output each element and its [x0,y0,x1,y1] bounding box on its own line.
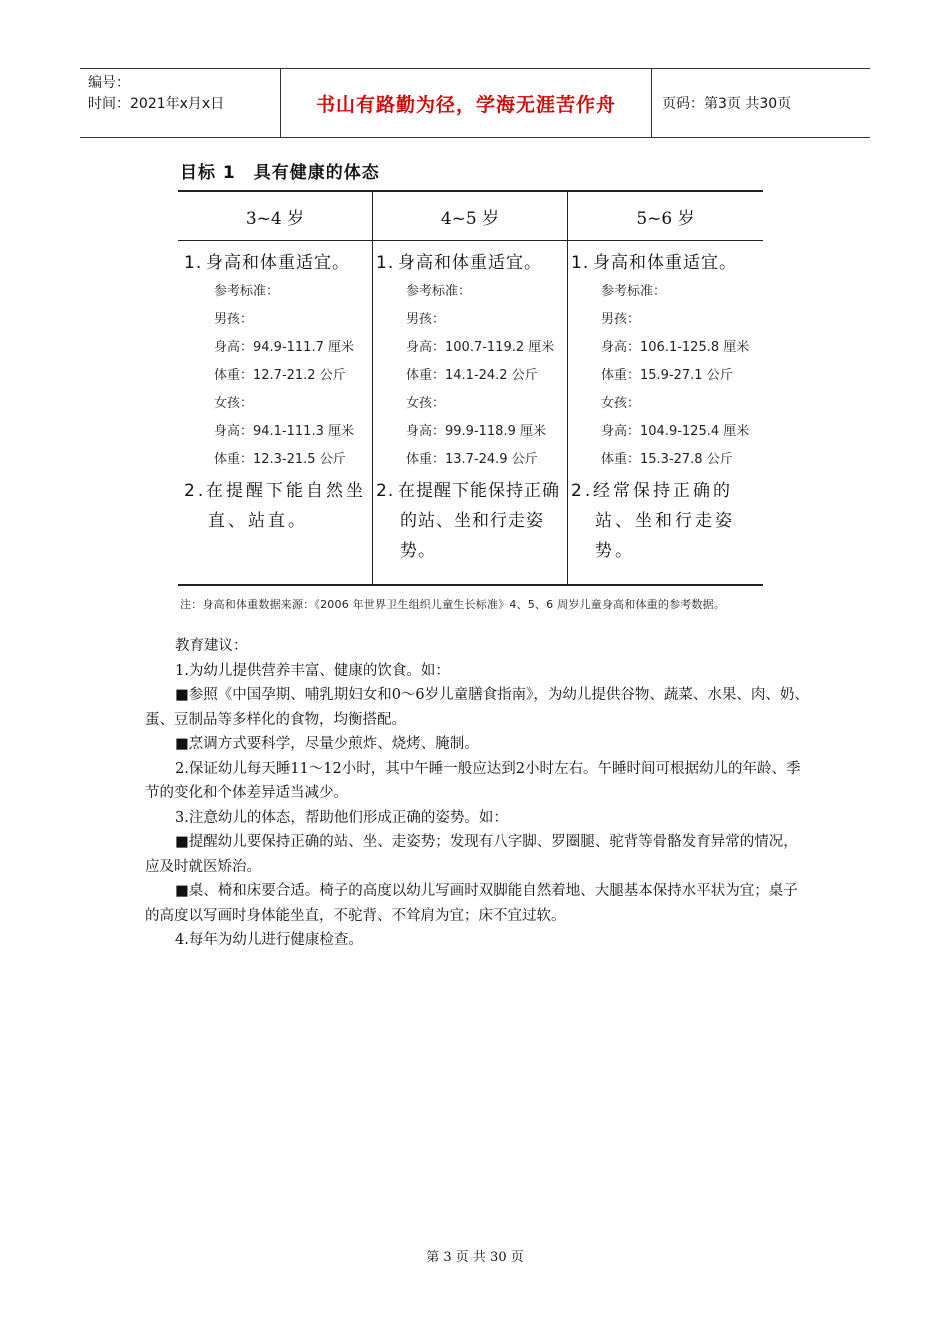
boy-height: 身高：106.1-125.8 厘米 [601,340,750,355]
number-label: 编号： [88,75,130,91]
goal-name: 具有健康的体态 [253,163,380,183]
advice-paragraph: ■提醒幼儿要保持正确的站、坐、走姿势；发现有八字脚、罗圈腿、驼背等骨骼发育异常的情况，应及时就医矫治。 [145,834,798,875]
boy-weight: 体重：12.7-21.2 公斤 [214,368,346,383]
item-1: 1. 身高和体重适宜。 [571,253,737,273]
item-2: 2.经常保持正确的站、坐和行走姿势。 [571,481,735,561]
advice-paragraph: ■参照《中国孕期、哺乳期妇女和0～6岁儿童膳食指南》，为幼儿提供谷物、蔬菜、水果、肉、奶、蛋、豆制品等多样化的食物，均衡搭配。 [145,687,809,728]
boy-label: 男孩： [406,312,446,327]
girl-height: 身高：104.9-125.4 厘米 [601,424,750,439]
item-1: 1. 身高和体重适宜。 [376,253,542,273]
standard-label: 参考标准： [406,284,472,299]
cell-3-4 [184,240,370,584]
goal-title [180,158,380,183]
boy-height: 身高：94.9-111.7 厘米 [214,340,354,355]
girl-weight: 体重：15.3-27.8 公斤 [601,452,733,467]
cell-4-5 [376,240,564,584]
goal-prefix: 目标 1 [180,163,236,183]
header-page-label: 页码：第3页 共30页 [662,96,792,112]
education-advice [145,634,810,953]
girl-weight: 体重：13.7-24.9 公斤 [406,452,538,467]
advice-paragraph: 2.保证幼儿每天睡11～12小时，其中午睡一般应达到2小时左右。午睡时间可根据幼儿的年龄、季节的变化和个体差异适当减少。 [145,760,801,801]
advice-paragraph: 3.注意幼儿的体态，帮助他们形成正确的姿势。如： [175,809,508,826]
column-divider [372,192,373,584]
advice-paragraph: ■烹调方式要科学，尽量少煎炸、烧烤、腌制。 [175,736,479,752]
age-header-5-6: 5~6 岁 [636,208,695,229]
goal-table [178,190,763,586]
column-divider [567,192,568,584]
advice-heading: 教育建议： [175,638,248,654]
page-header [80,68,870,138]
girl-label: 女孩： [406,396,446,411]
age-header-4-5: 4~5 岁 [440,208,500,229]
table-note: 注：身高和体重数据来源：《2006 年世界卫生组织儿童生长标准》4、5、6 周岁儿童身高和体重的参考数据。 [180,598,726,611]
item-2: 2. 在提醒下能保持正确的站、坐和行走姿势。 [376,481,560,561]
boy-height: 身高：100.7-119.2 厘米 [406,340,555,355]
advice-paragraph: 4.每年为幼儿进行健康检查。 [175,932,363,948]
date-label: 时间：2021年x月x日 [88,96,225,112]
standard-label: 参考标准： [214,284,280,299]
advice-paragraph: ■桌、椅和床要合适。椅子的高度以幼儿写画时双脚能自然着地、大腿基本保持水平状为宜；桌子的高度以写画时身体能坐直，不驼背、不耸肩为宜；床不宜过软。 [145,883,798,924]
girl-height: 身高：99.9-118.9 厘米 [406,424,546,439]
item-1: 1. 身高和体重适宜。 [184,253,350,273]
item-2: 2.在提醒下能自然坐直、站直。 [184,481,366,531]
girl-label: 女孩： [601,396,641,411]
boy-weight: 体重：15.9-27.1 公斤 [601,368,733,383]
page-footer: 第 3 页 共 30 页 [426,1250,524,1265]
header-motto: 书山有路勤为径，学海无涯苦作舟 [280,69,652,137]
header-meta [80,69,280,137]
girl-weight: 体重：12.3-21.5 公斤 [214,452,346,467]
girl-height: 身高：94.1-111.3 厘米 [214,424,354,439]
boy-weight: 体重：14.1-24.2 公斤 [406,368,538,383]
standard-label: 参考标准： [601,284,667,299]
advice-paragraph: 1.为幼儿提供营养丰富、健康的饮食。如： [175,662,450,679]
girl-label: 女孩： [214,396,254,411]
age-header-3-4: 3~4 岁 [245,208,305,229]
boy-label: 男孩： [214,312,254,327]
boy-label: 男孩： [601,312,641,327]
cell-5-6 [571,240,759,584]
